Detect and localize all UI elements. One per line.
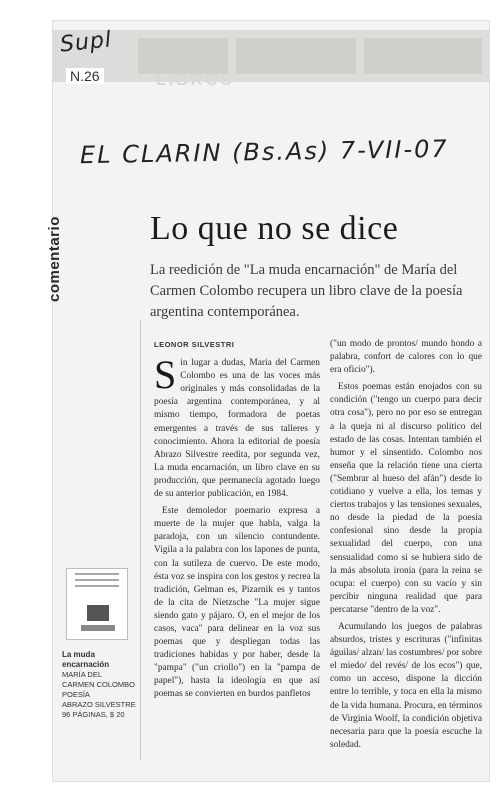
paragraph: Acumulando los juegos de palabras absurdos, tristes y escrituras ("infinitas águilas/ alzan/ las costumbres/ por sobre el miedo/ del revés/ de los ecos") que, como un acceso, dispone la dicción entre lo terrible, y toca en ella la mismo de la vida humana. Procura, en términos de Virginia Woolf, la condición objetiva necesaria para que la poesía escuche la soledad. bbox=[330, 621, 482, 750]
newspaper-clipping bbox=[46, 20, 490, 782]
header-patch bbox=[138, 38, 228, 74]
article-title: Lo que no se dice bbox=[150, 210, 399, 247]
cover-line bbox=[75, 585, 119, 587]
paragraph-text: in lugar a dudas, María del Carmen Colombo es una de las voces más originales y más consolidadas de la poesía argentina contemporánea, y al mismo tiempo, formadora de poetas emergentes a través de sus talleres y conocimiento. Ahora la editorial de poesía Abrazo Silvestre reedita, por segunda vez, La muda encarnación, un libro clave en su producción, que permanecía agotado luego de su anterior publicación, en 1984. bbox=[154, 358, 320, 500]
paragraph: Este demoledor poemario expresa a muerte de la mujer que habla, valga la paradoja, con un silencio contundente. Vigila a la palabra con los lapones de punta, con la sutileza de cuervo. De este modo, ésta voz se inspira con los gestos y recrea la tradición, Gelman es, Pizarnik es y tantos de la cita de Nietzsche "La mujer sigue siendo gato y pájaro. O, en el mejor de los casos, vaca" para delinear en la voz sus poemas que y despliegan todas las tradiciones habidas y por haber, desde la "pampa" ("un criollo") en la "pampa de papel"), hasta la ideología en que así poemas se convierten en burdos panfletos bbox=[154, 506, 320, 700]
issue-number: N.26 bbox=[66, 68, 104, 84]
dropcap: S bbox=[154, 352, 177, 398]
book-publisher: ABRAZO SILVESTRE bbox=[62, 700, 136, 709]
paragraph bbox=[154, 352, 320, 501]
paragraph: Estos poemas están enojados con su condición ("tengo un cuerpo para decir otra cosa"), pero no por eso se entregan a la queja ni al discurso político del estado de las cosas. Intentan también el humor y el sinsentido. Colombo nos enseña que la relación tiene una cierta ("Sembrar al hueso del afán") desde lo cotidiano y vuelve a ella, los temas y ciertos trabajos y las tensiones sexuales, no desde la piedad de la poesía confesional sino desde la propia sexualidad del cuerpo, con una sensualidad como si se hubiera sido de la más absoluta ironía (para la reina se ocupa: el cuerpo) con su vacío y sin percibir ninguna realidad que para percatarse "dentro de la voz". bbox=[330, 382, 482, 615]
cover-line bbox=[75, 579, 119, 581]
publisher-logo-icon bbox=[87, 605, 109, 621]
section-vertical-label: comentario bbox=[46, 216, 63, 302]
book-pages-price: 96 PÁGINAS, $ 20 bbox=[62, 710, 125, 719]
book-caption bbox=[62, 650, 136, 720]
article-subtitle: La reedición de "La muda encarnación" de María del Carmen Colombo recupera un libro clave de la poesía argentina contemporánea. bbox=[150, 262, 463, 320]
column-divider bbox=[140, 320, 141, 760]
book-genre: POESÍA bbox=[62, 690, 90, 699]
handwritten-supplement-note: Supl bbox=[58, 27, 114, 58]
paragraph: ("un modo de prontos/ mundo hondo a palabra, confort de calores con lo que era oficio"). bbox=[330, 339, 482, 376]
header-patch bbox=[364, 38, 482, 74]
header-band bbox=[52, 30, 490, 82]
header-patch bbox=[236, 38, 356, 74]
book-cover-image bbox=[66, 568, 128, 640]
byline: LEONOR SILVESTRI bbox=[154, 340, 235, 349]
handwritten-source-note: EL CLARIN (Bs.As) 7-VII-07 bbox=[79, 134, 449, 170]
book-author: MARÍA DEL CARMEN COLOMBO bbox=[62, 670, 135, 689]
article-column-left bbox=[154, 338, 320, 706]
book-title: La muda encarnación bbox=[62, 650, 110, 669]
article-column-right bbox=[330, 338, 482, 756]
section-label: LIBROS bbox=[156, 72, 235, 89]
cover-line bbox=[75, 573, 119, 575]
cover-text-block bbox=[81, 625, 115, 631]
